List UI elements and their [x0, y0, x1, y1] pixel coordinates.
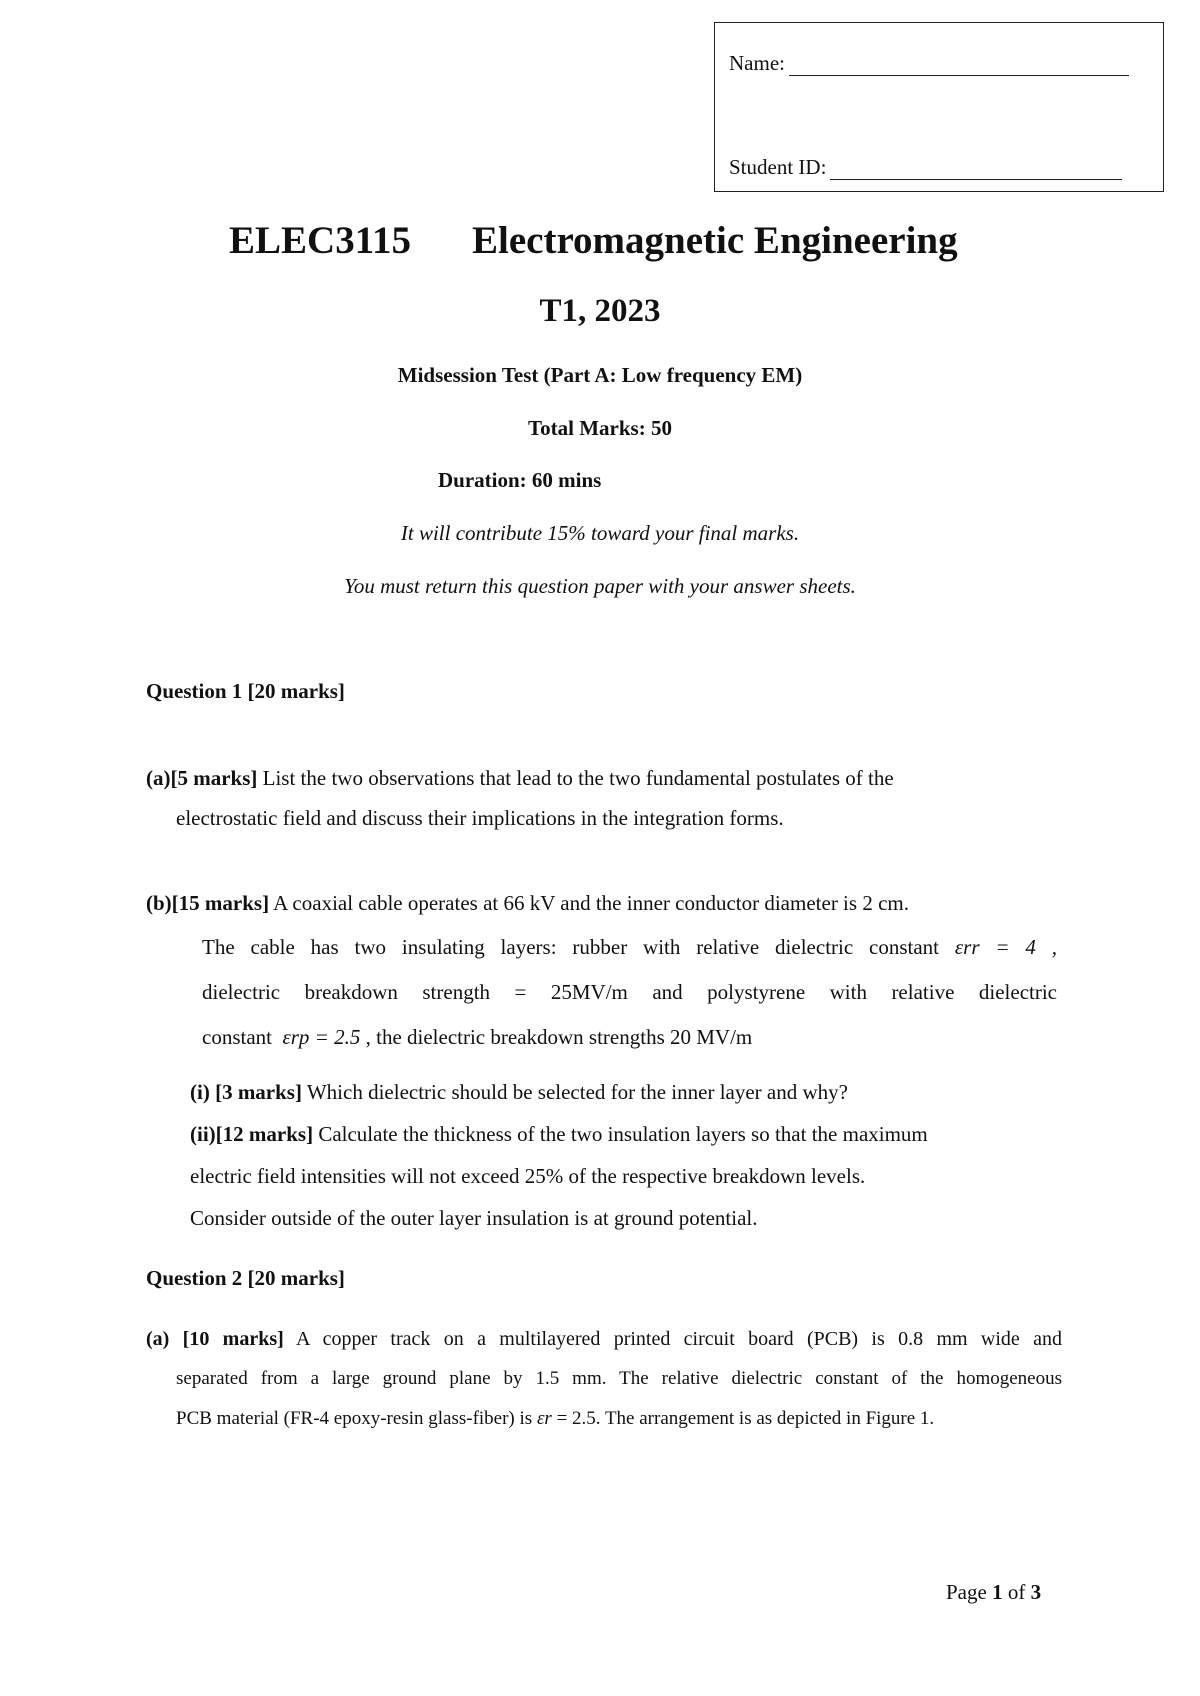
q1a-line-1: [146, 758, 894, 798]
question-2-heading: Question 2 [20 marks]: [146, 1266, 345, 1290]
q1b-ii-line-1: [190, 1114, 928, 1154]
q2a-text-3: PCB material (FR-4 epoxy-resin glass-fiber) is: [176, 1408, 533, 1429]
q1b-ii-line-3: Consider outside of the outer layer insulation is at ground potential.: [190, 1206, 758, 1230]
q1b-i-line: [190, 1072, 848, 1112]
q1b-line-3: dielectric breakdown strength = 25MV/m and polystyrene with relative dielectric: [202, 980, 1057, 1004]
q2a-line-3: [176, 1408, 934, 1430]
student-id-blank: [830, 159, 1122, 180]
q2a-label: (a) [10 marks]: [146, 1328, 284, 1350]
page-word: Page: [946, 1580, 987, 1604]
question-1-heading: Question 1 [20 marks]: [146, 679, 345, 703]
q2a-text-3b: = 2.5. The arrangement is as depicted in Figure 1.: [556, 1408, 935, 1429]
q1b-i-label: (i) [3 marks]: [190, 1080, 302, 1104]
student-info-box: [714, 22, 1164, 192]
name-line: [729, 51, 1129, 76]
of-word: of: [1007, 1580, 1026, 1604]
q1b-i-text: Which dielectric should be selected for the inner layer and why?: [301, 1080, 848, 1104]
q1b-constant-word: constant: [202, 1025, 272, 1049]
q1b-line-4: [202, 1017, 752, 1057]
q1b-text-4: , the dielectric breakdown strengths 20 MV/m: [365, 1025, 753, 1049]
q2a-line-1: [146, 1328, 1062, 1351]
contribution-note: It will contribute 15% toward your final marks.: [400, 521, 800, 545]
q2a-line-2: separated from a large ground plane by 1.5 mm. The relative dielectric constant of the homogeneous: [176, 1368, 1062, 1389]
page-current: 1: [992, 1580, 1003, 1604]
q1a-line-2: electrostatic field and discuss their implications in the integration forms.: [176, 806, 784, 830]
epsilon-rp-equation: εrp = 2.5: [282, 1025, 361, 1049]
student-id-label: Student ID:: [729, 155, 827, 179]
q1b-ii-text-1: Calculate the thickness of the two insulation layers so that the maximum: [313, 1122, 928, 1146]
duration: Duration: 60 mins: [438, 468, 602, 492]
total-marks: Total Marks: 50: [528, 416, 672, 440]
course-title: Electromagnetic Engineering: [472, 219, 958, 262]
return-note: You must return this question paper with your answer sheets.: [344, 574, 856, 598]
q1b-label: (b)[15 marks]: [146, 891, 270, 915]
q2a-text-1: A copper track on a multilayered printed circuit board (PCB) is 0.8 mm wide and: [283, 1328, 1062, 1350]
epsilon-rr-equation: εrr = 4 ,: [954, 935, 1057, 959]
q1b-line-2: [202, 935, 1057, 960]
q1b-ii-label: (ii)[12 marks]: [190, 1122, 314, 1146]
q1a-text-1: List the two observations that lead to the two fundamental postulates of the: [257, 766, 894, 790]
q1b-ii-line-2: electric field intensities will not exceed 25% of the respective breakdown levels.: [190, 1164, 866, 1188]
test-title: Midsession Test (Part A: Low frequency EM): [397, 363, 803, 387]
page-total: 3: [1030, 1580, 1042, 1604]
course-code: ELEC3115: [229, 219, 412, 262]
epsilon-r-symbol: εr: [536, 1408, 552, 1429]
q1b-line-1: [146, 883, 909, 923]
q1b-text-1: A coaxial cable operates at 66 kV and the inner conductor diameter is 2 cm.: [269, 891, 909, 915]
name-blank: [789, 55, 1129, 76]
name-label: Name:: [729, 51, 785, 75]
page-number: [946, 1580, 1041, 1605]
student-id-line: [729, 155, 1122, 180]
q1a-label: (a)[5 marks]: [146, 766, 258, 790]
term: T1, 2023: [539, 293, 661, 329]
q1b-text-2: The cable has two insulating layers: rubber with relative dielectric constant: [202, 935, 940, 959]
